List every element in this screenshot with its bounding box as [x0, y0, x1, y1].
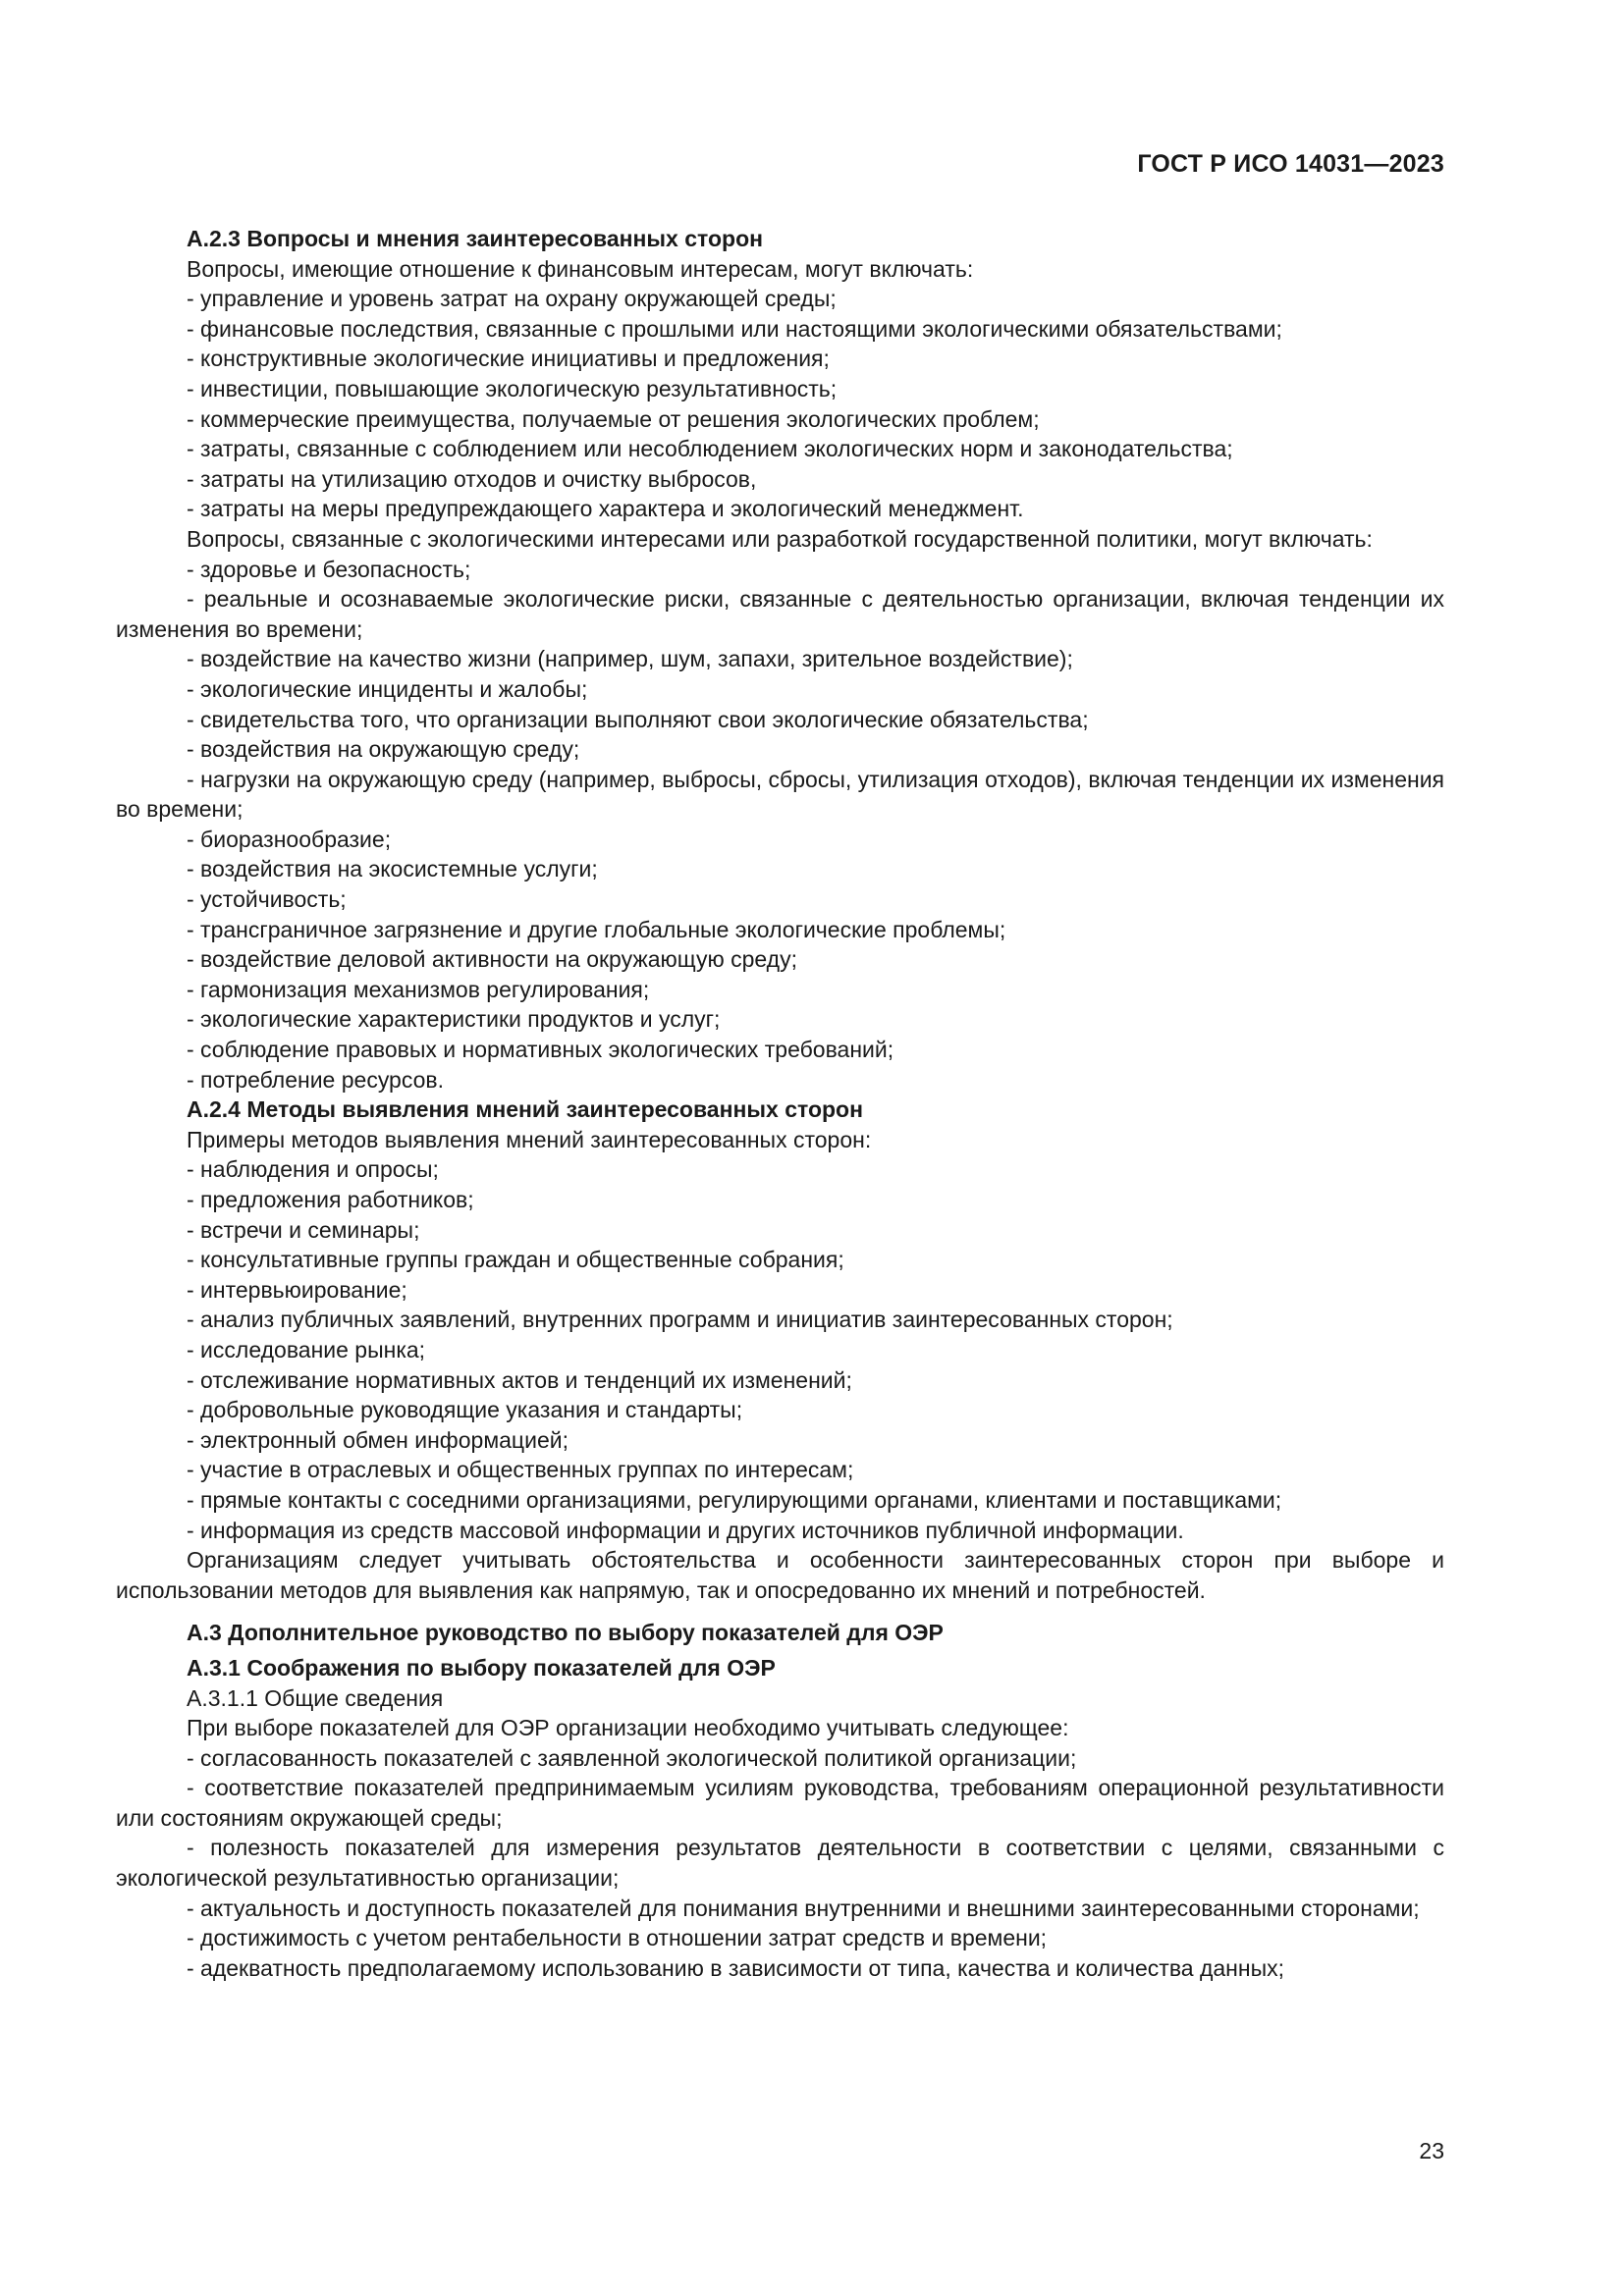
- list-item: - воздействия на окружающую среду;: [187, 736, 580, 763]
- list-item: - конструктивные экологические инициативы и предложения;: [187, 346, 830, 372]
- list-item: - воздействия на экосистемные услуги;: [187, 856, 598, 882]
- list-item: - нагрузки на окружающую среду (например, выбросы, сбросы, утилизация отходов), включая тенденции их изменения во времени;: [116, 766, 1444, 823]
- list-item: - отслеживание нормативных актов и тенденций их изменений;: [187, 1366, 852, 1393]
- list-item: - экологические инциденты и жалобы;: [187, 675, 588, 702]
- list-item: - инвестиции, повышающие экологическую результативность;: [187, 375, 838, 401]
- list-item: - соответствие показателей предпринимаемым усилиям руководства, требованиям операционной результативности или состояниям окружающей среды;: [116, 1775, 1444, 1831]
- list-item: - соблюдение правовых и нормативных экологических требований;: [187, 1037, 894, 1063]
- paragraph: Вопросы, имеющие отношение к финансовым интересам, могут включать:: [187, 255, 974, 282]
- section-title-a3: А.3 Дополнительное руководство по выбору показателей для ОЭР: [187, 1620, 944, 1646]
- paragraph: Вопросы, связанные с экологическими интересами или разработкой государственной политики, могут включать:: [187, 525, 1373, 552]
- list-item: - полезность показателей для измерения результатов деятельности в соответствии с целями, связанными с экологической результативностью организации;: [116, 1835, 1444, 1892]
- list-item: - свидетельства того, что организации выполняют свои экологические обязательства;: [187, 706, 1089, 732]
- list-item: - участие в отраслевых и общественных группах по интересам;: [187, 1457, 854, 1483]
- list-item: - исследование рынка;: [187, 1336, 426, 1362]
- list-item: - электронный обмен информацией;: [187, 1426, 568, 1453]
- list-item: - трансграничное загрязнение и другие глобальные экологические проблемы;: [187, 916, 1006, 942]
- list-item: - согласованность показателей с заявленной экологической политикой организации;: [187, 1744, 1077, 1771]
- list-item: - воздействие деловой активности на окружающую среду;: [187, 946, 797, 973]
- page-number: 23: [1419, 2138, 1444, 2163]
- list-item: - анализ публичных заявлений, внутренних программ и инициатив заинтересованных сторон;: [187, 1307, 1173, 1333]
- list-item: - наблюдения и опросы;: [187, 1156, 439, 1183]
- list-item: - гармонизация механизмов регулирования;: [187, 976, 650, 1002]
- list-item: - устойчивость;: [187, 886, 347, 913]
- list-item: - прямые контакты с соседними организациями, регулирующими органами, клиентами и поставщиками;: [187, 1486, 1282, 1513]
- document-code-header: ГОСТ Р ИСО 14031—2023: [1137, 150, 1444, 178]
- list-item: - добровольные руководящие указания и стандарты;: [187, 1397, 743, 1423]
- section-title-a23: А.2.3 Вопросы и мнения заинтересованных сторон: [187, 226, 764, 251]
- list-item: - реальные и осознаваемые экологические риски, связанные с деятельностью организации, включая тенденции их изменения во времени;: [116, 586, 1444, 642]
- paragraph: Организациям следует учитывать обстоятельства и особенности заинтересованных сторон при выборе и использовании методов для выявления как напрямую, так и опосредованно их мнений и потребностей.: [116, 1547, 1444, 1603]
- list-item: - затраты на меры предупреждающего характера и экологический менеджмент.: [187, 496, 1024, 522]
- paragraph: Примеры методов выявления мнений заинтересованных сторон:: [187, 1126, 872, 1152]
- list-item: - достижимость с учетом рентабельности в отношении затрат средств и времени;: [187, 1925, 1048, 1951]
- subsubsection-title-a311: А.3.1.1 Общие сведения: [187, 1684, 444, 1711]
- list-item: - коммерческие преимущества, получаемые от решения экологических проблем;: [187, 405, 1040, 432]
- list-item: - интервьюирование;: [187, 1276, 407, 1303]
- list-item: - встречи и семинары;: [187, 1216, 420, 1243]
- list-item: - финансовые последствия, связанные с прошлыми или настоящими экологическими обязательствами;: [187, 315, 1282, 342]
- list-item: - консультативные группы граждан и общественные собрания;: [187, 1247, 844, 1273]
- list-item: - экологические характеристики продуктов и услуг;: [187, 1006, 721, 1033]
- list-item: - здоровье и безопасность;: [187, 556, 471, 582]
- section-title-a24: А.2.4 Методы выявления мнений заинтересованных сторон: [187, 1096, 864, 1123]
- list-item: - воздействие на качество жизни (например, шум, запахи, зрительное воздействие);: [187, 646, 1073, 672]
- list-item: - затраты, связанные с соблюдением или несоблюдением экологических норм и законодательства;: [187, 436, 1233, 462]
- subsection-title-a31: А.3.1 Соображения по выбору показателей для ОЭР: [187, 1654, 776, 1681]
- list-item: - затраты на утилизацию отходов и очистку выбросов,: [187, 465, 757, 492]
- page-content: [116, 224, 1444, 1983]
- paragraph: При выборе показателей для ОЭР организации необходимо учитывать следующее:: [187, 1715, 1069, 1741]
- list-item: - актуальность и доступность показателей для понимания внутренними и внешними заинтересованными сторонами;: [187, 1895, 1420, 1921]
- list-item: - предложения работников;: [187, 1187, 474, 1212]
- list-item: - биоразнообразие;: [187, 826, 392, 852]
- list-item: - управление и уровень затрат на охрану окружающей среды;: [187, 286, 837, 312]
- list-item: - информация из средств массовой информации и других источников публичной информации.: [187, 1517, 1184, 1543]
- list-item: - потребление ресурсов.: [187, 1066, 445, 1093]
- list-item: - адекватность предполагаемому использованию в зависимости от типа, качества и количества данных;: [187, 1954, 1285, 1981]
